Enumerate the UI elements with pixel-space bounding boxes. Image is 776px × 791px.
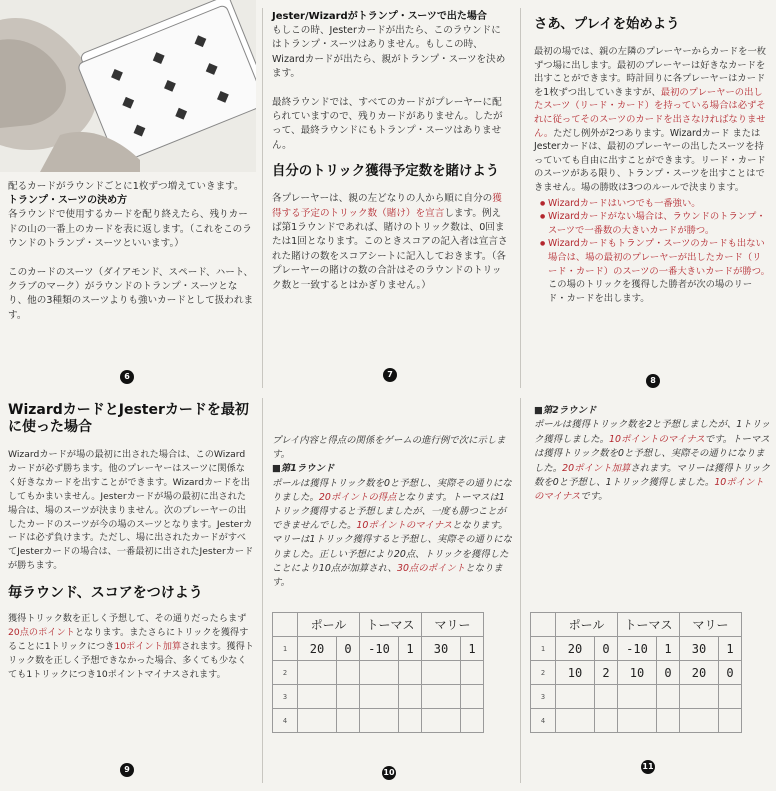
page-7-text	[272, 10, 510, 293]
table-row: 1 20 0 -10 1 30 1	[531, 637, 742, 661]
player-header-thomas: トーマス	[360, 613, 422, 637]
round-2-heading: ■第2ラウンド	[534, 405, 597, 416]
suit-strength-text: このカードのスーツ（ダイアモンド、スペード、ハート、クラブのマーク）がラウンドのトランプ・スーツとなり、他の3種類のスーツよりも強いカードとして扱われます。	[8, 266, 254, 321]
page-number-8: 8	[646, 374, 660, 388]
follow-suit-highlight: 最初のプレーヤーの出したスーツ（リード・カード）を持っている場合は必ずそれに従ってそのスーツのカードを出さなければなりません。	[534, 86, 766, 139]
table-row: 2 10 2 10 0 20 0	[531, 661, 742, 685]
scoresheet-header-row	[273, 613, 484, 637]
player-header-mary: マリー	[680, 613, 742, 637]
table-row: 4	[531, 709, 742, 733]
scoring-text: 獲得トリック数を正しく予想して、その通りだったらまず20点のポイントとなります。またさらにトリックを獲得することに1トリックにつき10ポイント加算されます。獲得トリック数を正しく予想できなかった場合、多くても少なくても1トリックにつき10ポイントマイナスされます。	[8, 613, 254, 680]
table-row: 3	[273, 685, 484, 709]
page-number-6: 6	[120, 370, 134, 384]
trick-rules-list	[534, 197, 770, 306]
scoresheet-page-11	[530, 612, 742, 733]
page-number-10: 10	[382, 766, 396, 780]
round-1-text: ポールは獲得トリック数を0と予想し、実際その通りになりました。20ポイントの得点となります。トーマスは1トリック獲得すると予想しましたが、一度も勝つことができませんでした。10ポイントのマイナスとなります。マリーは1トリック獲得すると予想し、実際その通りになりました。正しい予想により20点、トリックを獲得したことにより10点が加算され、30点のポイントとなります。	[272, 477, 512, 589]
scoresheet-header-row	[531, 613, 742, 637]
scoresheet-page-10	[272, 612, 484, 733]
example-intro-text: プレイ内容と得点の関係をゲームの進行例で次に示します。	[272, 435, 506, 461]
page-8-text	[534, 16, 770, 305]
bet-text: 各プレーヤーは、親の左どなりの人から順に自分の獲得する予定のトリック数（賭け）を宣言します。例えば第1ラウンドであれば、賭けのトリック数は、0回または1回となります。このときスコアの記入者は宣言された賭けの数をスコアシートに記入しておきます。（各プレーヤーの賭けの数の合計はそのラウンドのトリック数と一致するとはかぎりません。）	[272, 193, 508, 291]
play-rules-text: 最初の場では、親の左隣のプレーヤーからカードを一枚ずつ場に出します。最初のプレーヤーは好きなカードを出すことができます。時計回りに各プレーヤーはカードを1枚ずつ出していきますが、最初のプレーヤーの出したスーツ（リード・カード）を持っている場合は必ずそれに従ってそのスーツのカードを出さなければなりません。ただし例外が2つあります。Wizardカード またはJesterカードは、最初のプレーヤーの出したスーツを持っていても自由に出すことができます。リード・カードのスーツがある限り、トランプ・スーツを出すことはできません。場の勝敗は3つのルールで決まります。	[534, 46, 767, 193]
round-1-heading: ■第1ラウンド	[272, 463, 335, 475]
column-divider	[262, 8, 263, 388]
points-10-highlight: 10ポイント加算	[114, 640, 182, 652]
page-9-text	[8, 402, 254, 682]
page-number-11: 11	[641, 760, 655, 774]
jester-wizard-trump-text: もしこの時、Jesterカードが出たら、このラウンドにはトランプ・スーツはありません。もしこの時、Wizardカードが出たら、親がトランプ・スーツを決めます。	[272, 25, 506, 80]
table-row: 4	[273, 709, 484, 733]
player-header-paul: ポール	[298, 613, 360, 637]
table-row: 1 20 0 -10 1 30 1	[273, 637, 484, 661]
column-divider	[262, 398, 263, 783]
wizard-jester-first-text: Wizardカードが場の最初に出された場合は、このWizardカードが必ず勝ちます。他のプレーヤーはスーツに関係なく好きなカードを出すことができます。Wizardカードを出してもかまいません。Jesterカードが場の最初に出された場合は、場のスーツが決まりません。次のプレーヤーの出したカードのスーツが今の場のスーツとなります。Jesterカードは必ず負けます。ただし、場に出されたカードがすべてJesterカードの場合は、一番最初に出されたJesterカードが勝ちます。	[8, 449, 254, 572]
scoring-heading: 毎ラウンド、スコアをつけよう	[8, 585, 203, 602]
table-row: 2	[273, 661, 484, 685]
column-divider	[520, 8, 521, 388]
page-6-text	[8, 180, 254, 323]
rule-wizard-strongest: ● Wizardカードはいつでも一番強い。	[540, 197, 770, 211]
jester-wizard-trump-heading: Jester/Wizardがトランプ・スーツで出た場合	[272, 11, 487, 22]
cards-in-hand-photo	[0, 0, 256, 172]
rule-trump-highest: ● Wizardカードがない場合は、ラウンドのトランプ・スーツで一番数の大きいカードが勝つ。	[540, 210, 770, 237]
page-10-text	[272, 434, 512, 590]
page-11-text	[534, 404, 770, 505]
player-header-thomas: トーマス	[618, 613, 680, 637]
points-20-highlight: 20点のポイント	[8, 627, 75, 639]
player-header-mary: マリー	[422, 613, 484, 637]
column-divider	[520, 398, 521, 783]
start-play-heading: さあ、プレイを始めよう	[534, 17, 680, 32]
deal-increase-text: 配るカードがラウンドごとに1枚ずつ増えていきます。	[8, 181, 244, 192]
round-2-text: ポールは獲得トリック数を2と予想しましたが、1トリック獲得しました。10ポイントのマイナスです。トーマスは獲得トリック数を0と予想し、実際その通りになりました。20ポイント加算されます。マリーは獲得トリック数を0と予想し、1トリック獲得しました。10ポイントのマイナスです。	[534, 419, 770, 503]
trump-suit-heading: トランプ・スーツの決め方	[8, 195, 128, 207]
final-round-text: 最終ラウンドでは、すべてのカードがプレーヤーに配られていますので、残りカードがありません。したがって、最終ラウンドにもトランプ・スーツはありません。	[272, 96, 503, 151]
player-header-paul: ポール	[556, 613, 618, 637]
table-row: 3	[531, 685, 742, 709]
rule-lead-highest: ● Wizardカードもトランプ・スーツのカードも出ない場合は、場の最初のプレーヤーが出したカード（リード・カード）のスーツの一番大きいカードが勝つ。この場のトリックを獲得した勝者が次の場のリード・カードを出します。	[540, 237, 770, 305]
wizard-jester-first-heading: WizardカードとJesterカードを最初に使った場合	[8, 402, 249, 435]
page-number-9: 9	[120, 763, 134, 777]
bet-heading: 自分のトリック獲得予定数を賭けよう	[272, 164, 500, 180]
bet-highlight: 獲得する予定のトリック数（賭け）を宣言	[272, 193, 502, 219]
page-number-7: 7	[383, 368, 397, 382]
trump-suit-text: 各ラウンドで使用するカードを配り終えたら、残りカードの山の一番上のカードを表に返します。（これをこのラウンドのトランプ・スーツといいます。）	[8, 209, 252, 250]
